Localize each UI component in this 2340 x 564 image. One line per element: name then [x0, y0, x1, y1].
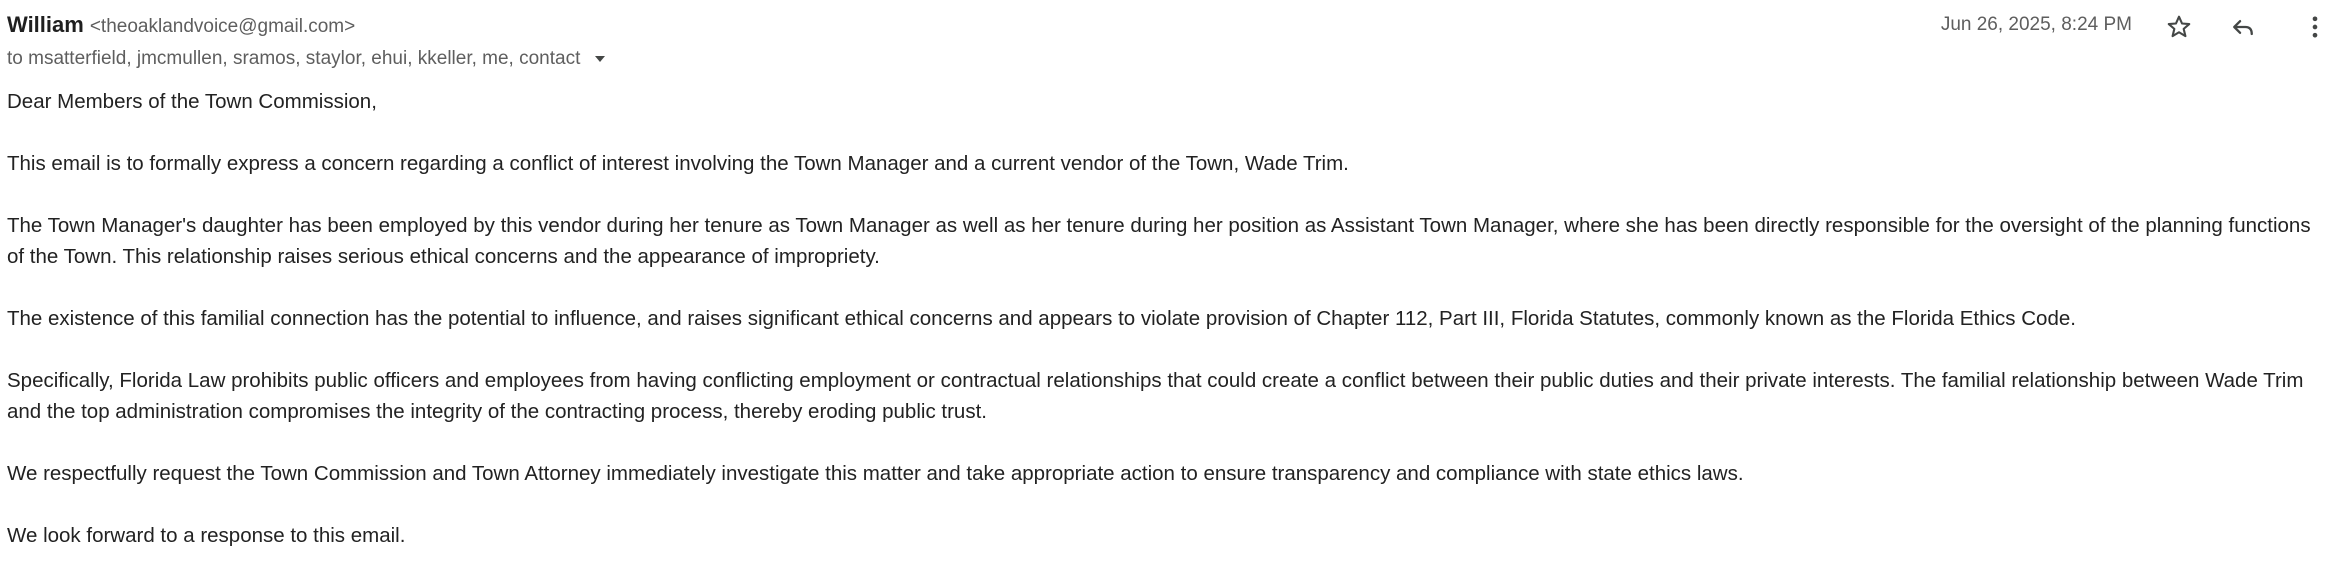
message-body [7, 86, 2327, 551]
message-date: Jun 26, 2025, 8:24 PM [1940, 14, 2132, 35]
message-header [0, 0, 2340, 80]
recipients-line [7, 46, 610, 72]
star-icon[interactable] [2160, 8, 2198, 46]
sender-name[interactable]: William [7, 12, 84, 37]
more-vertical-icon[interactable] [2296, 8, 2334, 46]
body-paragraph: The existence of this familial connection has the potential to influence, and raises significant ethical concerns and appears to violate provision of Chapter 112, Part III, Florida Statutes, commonly known as the Florida Ethics Code. [7, 307, 2076, 330]
reply-icon[interactable] [2224, 8, 2262, 46]
body-paragraph: This email is to formally express a concern regarding a conflict of interest involving the Town Manager and a current vendor of the Town, Wade Trim. [7, 152, 1349, 175]
recipients-list: to msatterfield, jmcmullen, sramos, staylor, ehui, kkeller, me, contact [7, 48, 581, 69]
caret-down-icon[interactable] [590, 49, 610, 69]
body-paragraph: Specifically, Florida Law prohibits public officers and employees from having conflicting employment or contractual relationships that could create a conflict between their public duties and their private interests. The familial relationship between Wade Trim and the top administration compromises the integrity of the contracting process, thereby eroding public trust. [7, 369, 2304, 423]
sender-line [7, 12, 355, 42]
body-paragraph: We respectfully request the Town Commission and Town Attorney immediately investigate this matter and take appropriate action to ensure transparency and compliance with state ethics laws. [7, 462, 1744, 485]
body-paragraph: The Town Manager's daughter has been employed by this vendor during her tenure as Town Manager as well as her tenure during her position as Assistant Town Manager, where she has been directly responsible for the oversight of the planning functions of the Town. This relationship raises serious ethical concerns and the appearance of impropriety. [7, 214, 2311, 268]
sender-email: <theoaklandvoice@gmail.com> [89, 16, 356, 37]
greeting: Dear Members of the Town Commission, [7, 90, 377, 113]
closing-line: We look forward to a response to this email. [7, 524, 406, 547]
